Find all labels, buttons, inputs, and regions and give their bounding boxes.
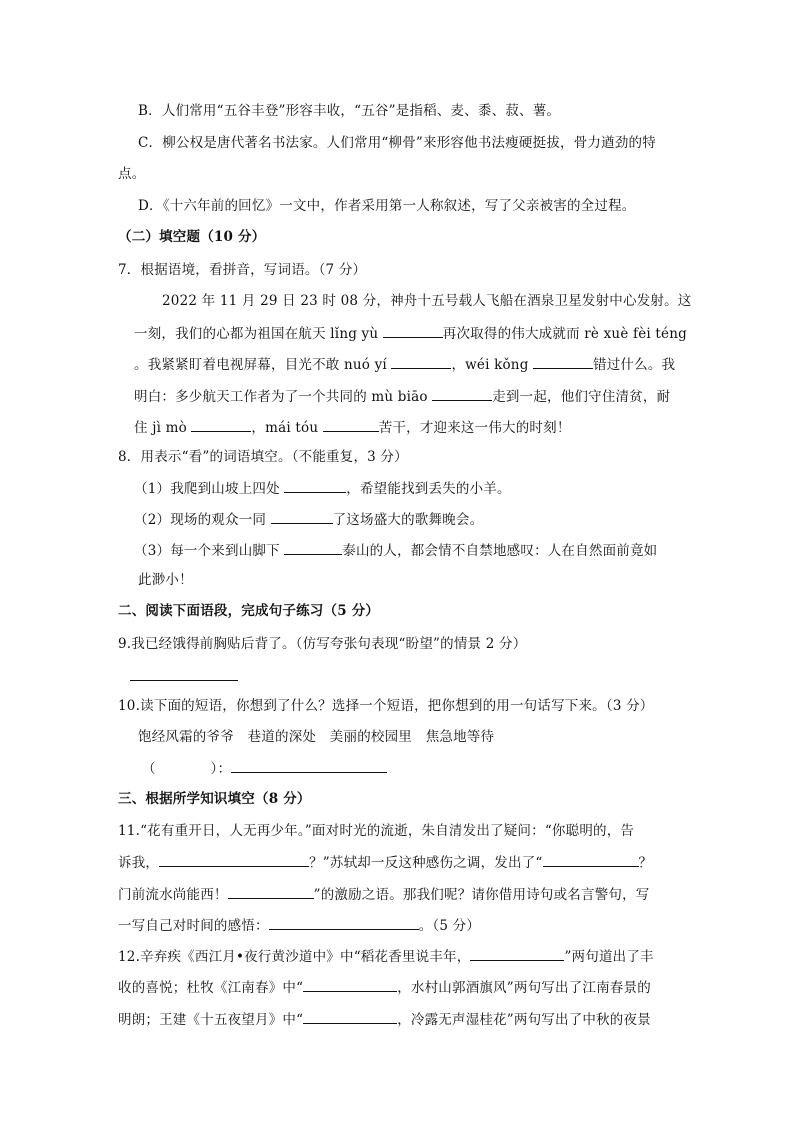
q8-text: 了这场盛大的歌舞晚会。: [332, 512, 484, 528]
answer-blank-q12-3[interactable]: [303, 1009, 397, 1024]
answer-blank-q8-2[interactable]: [271, 509, 333, 524]
q11-line3: [118, 884, 678, 905]
q10-answer-row: [142, 758, 702, 779]
q6-option-c-line2: 点。: [118, 166, 146, 182]
q12-line2: [118, 977, 678, 998]
q12-line1: [118, 946, 678, 967]
q7-paragraph-line3: [134, 354, 694, 375]
q11-line4: [118, 915, 678, 936]
section-fill-blank-title: （二）填空题（10 分）: [118, 229, 266, 245]
q12-text: ，水村山郭酒旗风”两句写出了江南春景的: [397, 980, 651, 996]
answer-blank-q12-2[interactable]: [303, 977, 397, 992]
q7-text: 再次取得的伟大成就而 rè xuè fèi téng: [442, 326, 687, 342]
q12-text: 明朗；王建《十五夜望月》中“: [118, 1012, 304, 1028]
q8-text: （3）每一个来到山脚下: [134, 543, 285, 559]
q6-option-b: B．人们常用“五谷丰登”形容丰收，“五谷”是指稻、麦、黍、菽、薯。: [138, 103, 561, 119]
part3-title: 三、根据所学知识填空（8 分）: [118, 791, 311, 807]
q11-text: 诉我，: [118, 855, 160, 871]
q7-text: 错过什么。我: [593, 357, 676, 373]
answer-blank-q8-3[interactable]: [284, 540, 342, 555]
q11-text: ？: [638, 855, 653, 871]
answer-blank-q8-1[interactable]: [284, 478, 346, 493]
q7-text: ，mái tóu: [251, 420, 323, 436]
q8-item-1: [134, 478, 694, 499]
q12-text: 12.辛弃疾《西江月•夜行黄沙道中》中“稻花香里说丰年，: [118, 949, 471, 965]
q7-text: 。我紧紧盯着电视屏幕，目光不敢 nuó yí: [134, 357, 392, 373]
q7-paragraph-line1: 2022 年 11 月 29 日 23 时 08 分，神舟十五号载人飞船在酒泉卫星发射中心发射。这: [162, 293, 692, 309]
q12-line3: [118, 1009, 678, 1030]
answer-blank-q10[interactable]: [231, 758, 387, 773]
q7-paragraph-line4: [134, 386, 694, 407]
q11-text: ”的激励之语。那我们呢？请你借用诗句或名言警句，写: [313, 887, 650, 903]
answer-blank-mubiao[interactable]: [432, 386, 492, 401]
q11-text: 一写自己对时间的感悟：: [118, 918, 269, 934]
q7-text: ，wéi kǒng: [451, 357, 534, 373]
q7-paragraph-line5: [134, 417, 694, 438]
q6-option-d: D．《十六年前的回忆》一文中，作者采用第一人称叙述，写了父亲被害的全过程。: [138, 198, 636, 214]
q7-text: 走到一起，他们守住清贫，耐: [492, 389, 671, 405]
q8-text: （1）我爬到山坡上四处: [134, 481, 285, 497]
q11-text: ？”苏轼却一反这种感伤之调，发出了“: [309, 855, 543, 871]
answer-blank-jimo[interactable]: [191, 417, 251, 432]
q11-text: 。（5 分）: [418, 918, 481, 934]
q12-text: ”两句道出了丰: [564, 949, 654, 965]
q8-item-2: [134, 509, 694, 530]
q7-paragraph-line2: [134, 323, 694, 344]
q11-line1: 11.“花有重开日，人无再少年。”面对时光的流逝，朱自清发出了疑问：“你聪明的，告: [118, 823, 635, 839]
q7-text: 住 jì mò: [134, 420, 192, 436]
answer-blank-weikong[interactable]: [533, 354, 593, 369]
answer-blank-nuoyi[interactable]: [391, 354, 451, 369]
q11-text: 门前流水尚能西！: [118, 887, 228, 903]
q10-prompt: 10.读下面的短语，你想到了什么？选择一个短语，把你想到的用一句话写下来。（3 分）: [118, 698, 654, 714]
answer-blank-q12-1[interactable]: [470, 946, 564, 961]
part2-title: 二、阅读下面语段，完成句子练习（5 分）: [118, 603, 380, 619]
q7-text: 明白：多少航天工作者为了一个共同的 mù biāo: [134, 389, 433, 405]
q12-text: ，冷露无声湿桂花”两句写出了中秋的夜景: [397, 1012, 651, 1028]
q10-choice-paren: （ ）：: [142, 761, 232, 777]
q9-answer-line[interactable]: [130, 680, 238, 681]
q7-title: 7．根据语境，看拼音，写词语。（7 分）: [118, 262, 367, 278]
q12-text: 收的喜悦；杜牧《江南春》中“: [118, 980, 304, 996]
q8-item-3-line2: 此渺小！: [138, 572, 193, 588]
q7-text: 一刻，我们的心都为祖国在航天 lǐng yù: [134, 326, 383, 342]
answer-blank-q11-4[interactable]: [269, 915, 419, 930]
q9-prompt: 9.我已经饿得前胸贴后背了。（仿写夸张句表现“盼望”的情景 2 分）: [118, 636, 527, 652]
q8-text: （2）现场的观众一同: [134, 512, 271, 528]
answer-blank-q11-1[interactable]: [159, 852, 309, 867]
q8-text: ，希望能找到丢失的小羊。: [346, 481, 511, 497]
q11-line2: [118, 852, 678, 873]
answer-blank-maitou[interactable]: [323, 417, 379, 432]
q8-text: 泰山的人，都会情不自禁地感叹：人在自然面前竟如: [342, 543, 658, 559]
answer-blank-q11-2[interactable]: [543, 852, 639, 867]
q7-text: 苦干，才迎来这一伟大的时刻！: [378, 420, 571, 436]
answer-blank-lingyu[interactable]: [383, 323, 443, 338]
answer-blank-q11-3[interactable]: [228, 884, 314, 899]
q10-phrases: 饱经风霜的爷爷 巷道的深处 美丽的校园里 焦急地等待: [138, 729, 495, 745]
q8-item-3: [134, 540, 694, 561]
q8-title: 8．用表示“看”的词语填空。（不能重复，3 分）: [118, 449, 408, 465]
q6-option-c-line1: C．柳公权是唐代著名书法家。人们常用“柳骨”来形容他书法瘦硬挺拔，骨力遒劲的特: [138, 135, 656, 151]
